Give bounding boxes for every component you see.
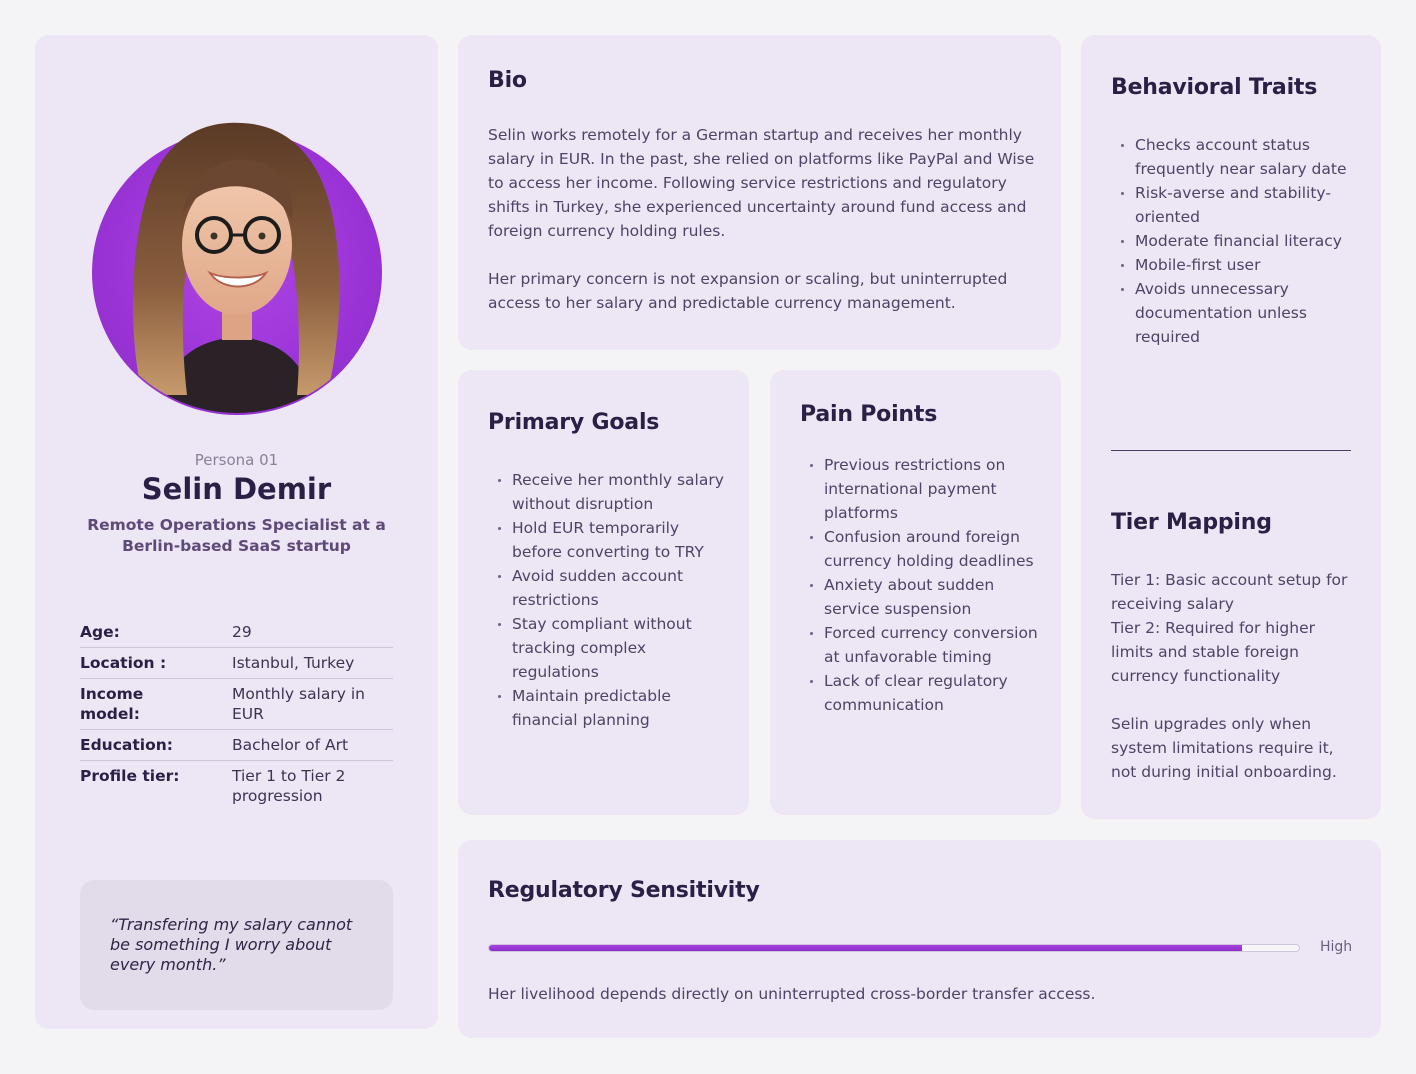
- tier-mapping-paragraph: Selin upgrades only when system limitations require it, not during initial onboarding.: [1111, 715, 1337, 781]
- primary-goals-title: Primary Goals: [488, 410, 660, 435]
- fact-value: Tier 1 to Tier 2 progression: [232, 767, 346, 805]
- list-item: Checks account status frequently near salary date: [1111, 133, 1361, 181]
- fact-row-age: [80, 617, 393, 648]
- avatar-portrait-icon: [92, 95, 382, 415]
- primary-goals-list: [488, 468, 733, 732]
- regulatory-sensitivity-card: [458, 840, 1381, 1038]
- list-item: Avoid sudden account restrictions: [488, 564, 733, 612]
- list-item: Confusion around foreign currency holding deadlines: [800, 525, 1050, 573]
- list-item: Lack of clear regulatory communication: [800, 669, 1050, 717]
- section-divider: [1111, 450, 1351, 451]
- bio-title: Bio: [488, 68, 527, 93]
- tier-mapping-title: Tier Mapping: [1111, 510, 1272, 535]
- primary-goals-card: [458, 370, 749, 815]
- pain-points-title: Pain Points: [800, 402, 938, 427]
- persona-label: Persona 01: [194, 451, 279, 469]
- persona-name: Selin Demir: [141, 472, 332, 506]
- fact-row-tier: [80, 761, 393, 811]
- list-item: Hold EUR temporarily before converting to TRY: [488, 516, 733, 564]
- tier-mapping-paragraph: Tier 1: Basic account setup for receiving salary Tier 2: Required for higher limits and stable foreign currency functionality: [1111, 571, 1348, 685]
- list-item: Risk-averse and stability-oriented: [1111, 181, 1361, 229]
- fact-key: Profile tier:: [80, 767, 180, 785]
- pain-points-card: [770, 370, 1061, 815]
- fact-value: 29: [232, 623, 252, 641]
- facts-table: [80, 617, 393, 811]
- persona-role: Remote Operations Specialist at a Berlin-based SaaS startup: [87, 516, 386, 555]
- sensitivity-meter-fill: [489, 945, 1242, 951]
- bio-card: [458, 35, 1061, 350]
- list-item: Mobile-first user: [1111, 253, 1361, 277]
- fact-row-location: [80, 648, 393, 679]
- fact-key: Income model:: [80, 685, 144, 723]
- fact-key: Location :: [80, 654, 167, 672]
- sensitivity-meter: [488, 944, 1300, 952]
- fact-value: Istanbul, Turkey: [232, 654, 355, 672]
- list-item: Moderate financial literacy: [1111, 229, 1361, 253]
- sensitivity-level-label: High: [1320, 939, 1353, 955]
- list-item: Avoids unnecessary documentation unless required: [1111, 277, 1361, 349]
- fact-value: Monthly salary in EUR: [232, 685, 365, 723]
- pain-points-list: [800, 453, 1050, 717]
- list-item: Receive her monthly salary without disruption: [488, 468, 733, 516]
- avatar: [92, 95, 382, 415]
- list-item: Anxiety about sudden service suspension: [800, 573, 1050, 621]
- behavioral-traits-card: [1081, 35, 1381, 819]
- bio-paragraph: Her primary concern is not expansion or scaling, but uninterrupted access to her salary and predictable currency management.: [488, 270, 1008, 312]
- list-item: Previous restrictions on international payment platforms: [800, 453, 1050, 525]
- regulatory-description: Her livelihood depends directly on uninterrupted cross-border transfer access.: [488, 985, 1096, 1003]
- fact-value: Bachelor of Art: [232, 736, 349, 754]
- profile-card: [35, 35, 438, 1029]
- list-item: Forced currency conversion at unfavorable timing: [800, 621, 1050, 669]
- fact-row-income: [80, 679, 393, 730]
- fact-row-education: [80, 730, 393, 761]
- list-item: Stay compliant without tracking complex regulations: [488, 612, 733, 684]
- bio-paragraph: Selin works remotely for a German startup and receives her monthly salary in EUR. In the past, she relied on platforms like PayPal and Wise to access her income. Following service restrictions and regulatory shifts in Turkey, she experienced uncertainty around fund access and foreign currency holding rules.: [488, 126, 1035, 240]
- behavioral-traits-list: [1111, 133, 1361, 349]
- quote-text: “Transfering my salary cannot be something I worry about every month.”: [110, 915, 353, 974]
- fact-key: Age:: [80, 623, 120, 641]
- fact-key: Education:: [80, 736, 173, 754]
- regulatory-sensitivity-title: Regulatory Sensitivity: [488, 878, 760, 903]
- list-item: Maintain predictable financial planning: [488, 684, 733, 732]
- quote-box: [80, 880, 393, 1010]
- behavioral-traits-title: Behavioral Traits: [1111, 75, 1318, 100]
